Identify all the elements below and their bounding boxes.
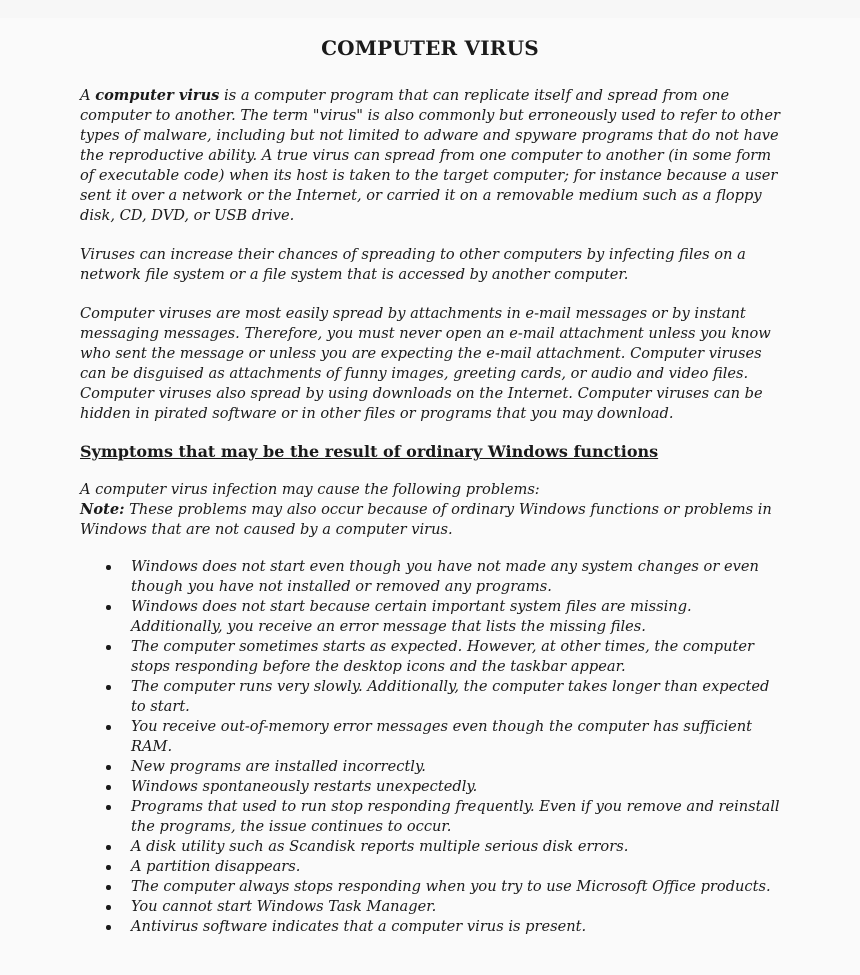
list-item: Windows does not start because certain important system files are missing. Additionally, you receive an error message that lists the missing files. bbox=[131, 597, 785, 637]
document-title: COMPUTER VIRUS bbox=[321, 36, 539, 60]
section-heading: Symptoms that may be the result of ordinary Windows functions bbox=[80, 442, 659, 461]
list-item: A disk utility such as Scandisk reports multiple serious disk errors. bbox=[131, 837, 785, 857]
list-item: The computer always stops responding when you try to use Microsoft Office products. bbox=[131, 877, 785, 897]
list-item: Antivirus software indicates that a computer virus is present. bbox=[131, 917, 785, 937]
intro-term: computer virus bbox=[95, 87, 220, 104]
list-item: New programs are installed incorrectly. bbox=[131, 757, 785, 777]
list-item: You receive out-of-memory error messages even though the computer has sufficient RAM. bbox=[131, 717, 785, 757]
email-paragraph: Computer viruses are most easily spread by attachments in e-mail messages or by instant messaging messages. Therefore, you must never open an e-mail attachment unless you know who sent the message or unless you are expecting the e-mail attachment. Computer viruses can be disguised as attachments of funny images, greeting cards, or audio and video files. Computer viruses also spread by using downloads on the Internet. Computer viruses can be hidden in pirated software or in other files or programs that you may download. bbox=[80, 305, 771, 422]
note-label: Note: bbox=[80, 501, 125, 518]
list-item: The computer runs very slowly. Additionally, the computer takes longer than expected to start. bbox=[131, 677, 785, 717]
list-item: Programs that used to run stop responding frequently. Even if you remove and reinstall the programs, the issue continues to occur. bbox=[131, 797, 785, 837]
spreading-paragraph: Viruses can increase their chances of spreading to other computers by infecting files on a network file system or a file system that is accessed by another computer. bbox=[80, 246, 746, 283]
intro-rest: is a computer program that can replicate itself and spread from one computer to another. The term "virus" is also commonly but erroneously used to refer to other types of malware, including but not limited to adware and spyware programs that do not have the reproductive ability. A true virus can spread from one computer to another (in some form of executable code) when its host is taken to the target computer; for instance because a user sent it over a network or the Internet, or carried it on a removable medium such as a floppy disk, CD, DVD, or USB drive. bbox=[80, 87, 780, 224]
list-item: You cannot start Windows Task Manager. bbox=[131, 897, 785, 917]
document-body bbox=[80, 86, 785, 937]
symptoms-intro: A computer virus infection may cause the following problems: bbox=[80, 481, 540, 498]
note-text: These problems may also occur because of ordinary Windows functions or problems in Windows that are not caused by a computer virus. bbox=[80, 501, 772, 538]
symptoms-list bbox=[80, 557, 785, 937]
list-item: The computer sometimes starts as expected. However, at other times, the computer stops responding before the desktop icons and the taskbar appear. bbox=[131, 637, 785, 677]
intro-lead: A bbox=[80, 87, 96, 104]
note-paragraph bbox=[80, 500, 785, 540]
list-item: Windows does not start even though you have not made any system changes or even though you have not installed or removed any programs. bbox=[131, 557, 785, 597]
list-item: A partition disappears. bbox=[131, 857, 785, 877]
intro-paragraph bbox=[80, 86, 785, 226]
list-item: Windows spontaneously restarts unexpectedly. bbox=[131, 777, 785, 797]
